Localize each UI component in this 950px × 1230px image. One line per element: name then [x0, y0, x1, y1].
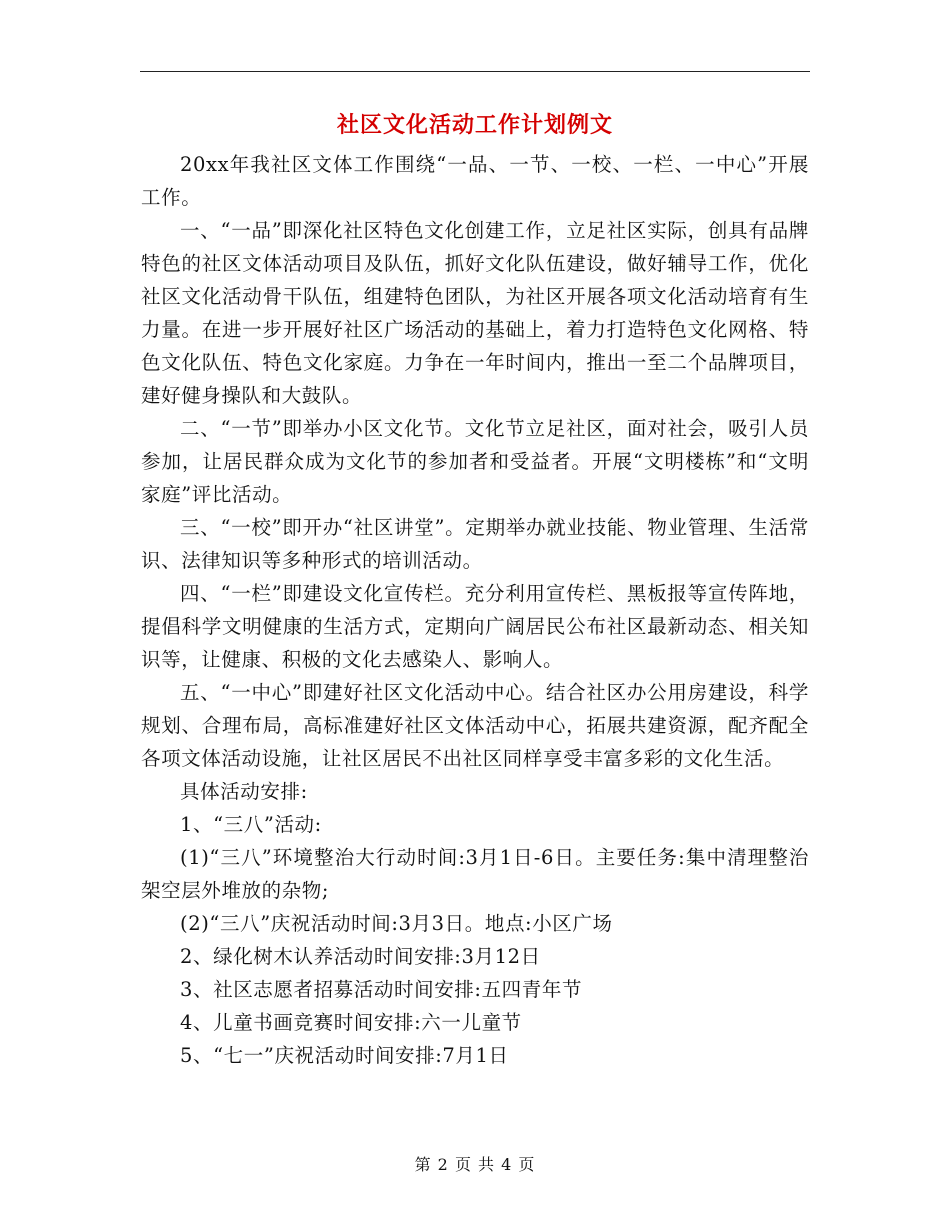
paragraph-section-3: 三、“一校”即开办“社区讲堂”。定期举办就业技能、物业管理、生活常识、法律知识等多种形式的培训活动。	[141, 516, 809, 572]
document-title: 社区文化活动工作计划例文	[336, 112, 613, 138]
paragraph-section-5: 五、“一中心”即建好社区文化活动中心。结合社区办公用房建设，科学规划、合理布局，高标准建好社区文体活动中心，拓展共建资源，配齐配全各项文体活动设施，让社区居民不出社区同样享受丰富多彩的文化生活。	[141, 681, 809, 770]
schedule-subitem: (1)“三八”环境整治大行动时间:3月1日-6日。主要任务:集中清理整治架空层外堆放的杂物;	[141, 846, 809, 902]
schedule-item: 4、儿童书画竞赛时间安排:六一儿童节	[180, 1011, 522, 1034]
page-number: 第 2 页 共 4 页	[414, 1155, 536, 1174]
paragraph-section-1: 一、“一品”即深化社区特色文化创建工作，立足社区实际，创具有品牌特色的社区文体活动项目及队伍，抓好文化队伍建设，做好辅导工作，优化社区文化活动骨干队伍，组建特色团队，为社区开展各项文化活动培育有生力量。在进一步开展好社区广场活动的基础上，着力打造特色文化网格、特色文化队伍、特色文化家庭。力争在一年时间内，推出一至二个品牌项目，建好健身操队和大鼓队。	[141, 219, 809, 407]
header-rule	[140, 71, 810, 72]
schedule-subitem: (2)“三八”庆祝活动时间:3月3日。地点:小区广场	[180, 912, 613, 935]
schedule-item: 1、“三八”活动:	[180, 813, 322, 836]
schedule-item: 3、社区志愿者招募活动时间安排:五四青年节	[180, 978, 583, 1001]
paragraph-section-2: 二、“一节”即举办小区文化节。文化节立足社区，面对社会，吸引人员参加，让居民群众成为文化节的参加者和受益者。开展“文明楼栋”和“文明家庭”评比活动。	[141, 417, 809, 506]
document-body	[141, 148, 809, 1072]
schedule-item: 5、“七一”庆祝活动时间安排:7月1日	[180, 1044, 509, 1067]
paragraph-section-4: 四、“一栏”即建设文化宣传栏。充分利用宣传栏、黑板报等宣传阵地，提倡科学文明健康的生活方式，定期向广阔居民公布社区最新动态、相关知识等，让健康、积极的文化去感染人、影响人。	[141, 582, 809, 671]
schedule-item: 2、绿化树木认养活动时间安排:3月12日	[180, 945, 541, 968]
schedule-heading: 具体活动安排:	[180, 780, 308, 803]
paragraph-intro: 20xx年我社区文体工作围绕“一品、一节、一校、一栏、一中心”开展工作。	[141, 153, 809, 209]
